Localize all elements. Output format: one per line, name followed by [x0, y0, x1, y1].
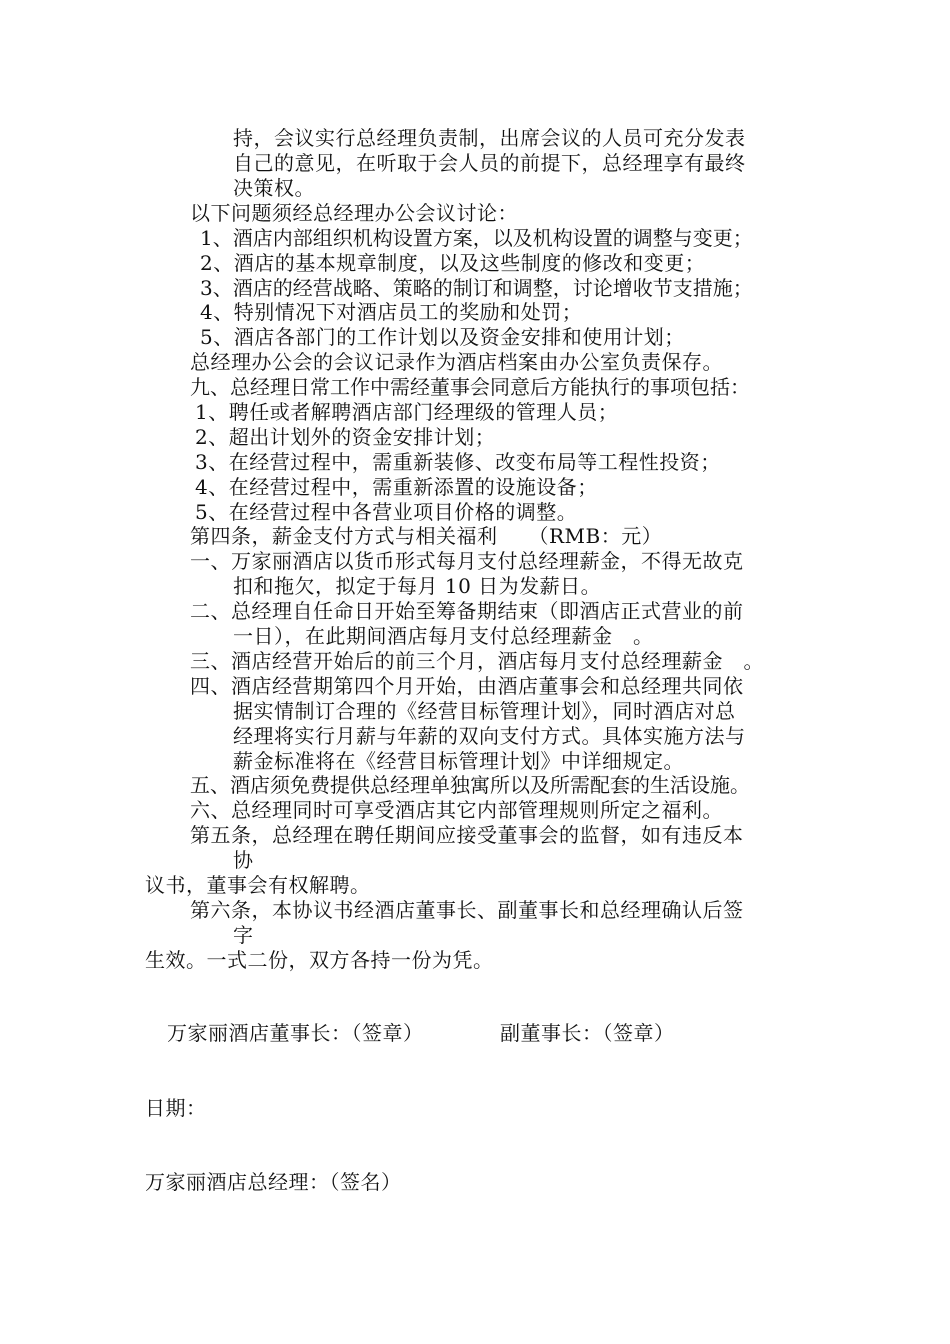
- text-line: 一日），在此期间酒店每月支付总经理薪金 。: [233, 624, 654, 648]
- text-line: 经理将实行月薪与年薪的双向支付方式。具体实施方法与: [233, 724, 746, 748]
- text-line: 自己的意见，在听取于会人员的前提下，总经理享有最终: [233, 151, 746, 175]
- text-line: 六、总经理同时可享受酒店其它内部管理规则所定之福利。: [190, 798, 723, 822]
- list-item: 1、酒店内部组织机构设置方案，以及机构设置的调整与变更；: [200, 226, 753, 250]
- text-line: 生效。一式二份，双方各持一份为凭。: [145, 948, 494, 972]
- general-manager-signature-line: 万家丽酒店总经理：（签名）: [145, 1170, 402, 1194]
- list-item: 4、特别情况下对酒店员工的奖励和处罚；: [200, 300, 583, 324]
- text-line: 议书，董事会有权解聘。: [145, 873, 371, 897]
- text-line: 三、酒店经营开始后的前三个月，酒店每月支付总经理薪金 。: [190, 649, 764, 673]
- text-line: 字: [233, 923, 254, 947]
- article-heading: 第五条，总经理在聘任期间应接受董事会的监督，如有违反本: [190, 823, 744, 847]
- list-item: 3、在经营过程中，需重新装修、改变布局等工程性投资；: [195, 450, 721, 474]
- text-line: 一、万家丽酒店以货币形式每月支付总经理薪金，不得无故克: [190, 549, 744, 573]
- section-heading: 九、总经理日常工作中需经董事会同意后方能执行的事项包括：: [190, 375, 750, 399]
- text-line: 决策权。: [233, 176, 315, 200]
- list-item: 2、超出计划外的资金安排计划；: [195, 425, 496, 449]
- list-item: 1、聘任或者解聘酒店部门经理级的管理人员；: [195, 400, 619, 424]
- text-line: 五、酒店须免费提供总经理单独寓所以及所需配套的生活设施。: [190, 773, 750, 797]
- list-item: 2、酒店的基本规章制度，以及这些制度的修改和变更；: [200, 251, 706, 275]
- text-line: 四、酒店经营期第四个月开始，由酒店董事会和总经理共同依: [190, 674, 744, 698]
- article-heading: 第四条，薪金支付方式与相关福利 （RMB：元）: [190, 524, 663, 548]
- vice-chairman-signature-line: 副董事长：（签章）: [500, 1021, 675, 1045]
- text-line: 总经理办公会的会议记录作为酒店档案由办公室负责保存。: [190, 350, 723, 374]
- list-item: 4、在经营过程中，需重新添置的设施设备；: [195, 475, 598, 499]
- text-line: 协: [233, 848, 254, 872]
- text-line: 扣和拖欠，拟定于每月 10 日为发薪日。: [233, 574, 602, 598]
- chairman-signature-line: 万家丽酒店董事长：（签章）: [167, 1021, 424, 1045]
- list-item: 5、酒店各部门的工作计划以及资金安排和使用计划；: [200, 325, 685, 349]
- date-line: 日期：: [145, 1096, 207, 1120]
- text-line: 以下问题须经总经理办公会议讨论：: [190, 201, 518, 225]
- text-line: 薪金标准将在《经营目标管理计划》中详细规定。: [233, 749, 684, 773]
- text-line: 二、总经理自任命日开始至筹备期结束（即酒店正式营业的前: [190, 599, 744, 623]
- article-heading: 第六条，本协议书经酒店董事长、副董事长和总经理确认后签: [190, 898, 744, 922]
- list-item: 3、酒店的经营战略、策略的制订和调整，讨论增收节支措施；: [200, 276, 753, 300]
- list-item: 5、在经营过程中各营业项目价格的调整。: [195, 500, 578, 524]
- text-line: 持，会议实行总经理负责制，出席会议的人员可充分发表: [233, 126, 746, 150]
- text-line: 据实情制订合理的《经营目标管理计划》，同时酒店对总: [233, 699, 736, 723]
